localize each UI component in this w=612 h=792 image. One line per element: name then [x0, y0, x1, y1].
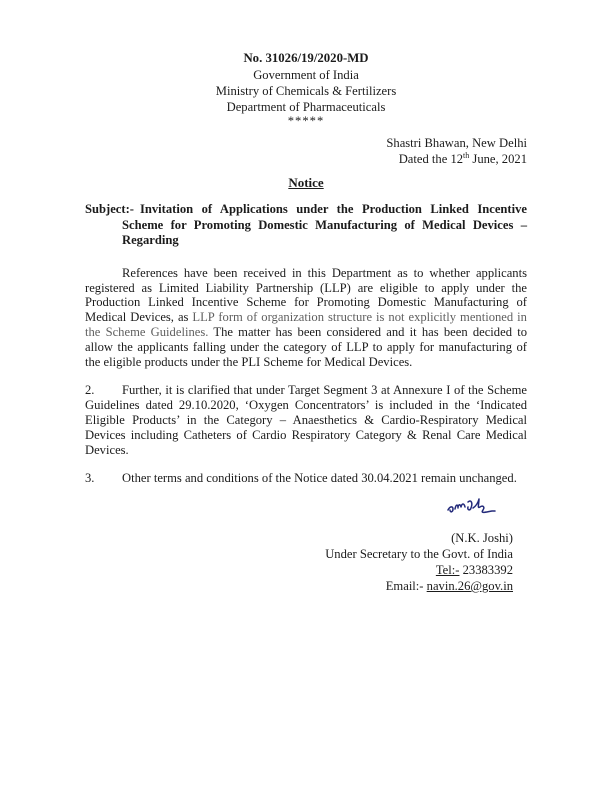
tel-line [85, 562, 513, 578]
tel-number: 23383392 [459, 563, 513, 578]
ministry-line: Ministry of Chemicals & Fertilizers [215, 84, 397, 98]
email-line [85, 578, 513, 594]
department-line: Department of Pharmaceuticals [226, 100, 386, 114]
paragraph-1-gray-insert: LLP form of organization structure is not explicitly mentioned in the Scheme Guidelines. [85, 310, 527, 339]
tel-label: Tel:- [435, 563, 460, 578]
signature-row [85, 495, 527, 521]
place-line: Shastri Bhawan, New Delhi [386, 136, 527, 150]
paragraph-3 [85, 471, 527, 486]
date-line [85, 151, 527, 167]
paragraph-3-number: 3. [85, 471, 95, 486]
government-line: Government of India [253, 68, 359, 82]
notice-heading: Notice [288, 175, 324, 190]
email-address-link[interactable]: navin.26@gov.in [426, 579, 513, 594]
subject-block [85, 202, 527, 249]
paragraph-2-number: 2. [85, 383, 95, 398]
email-label: Email:- [385, 579, 427, 594]
subject-label: Subject:- [85, 202, 134, 216]
paragraph-2-text: Further, it is clarified that under Target Segment 3 at Annexure I of the Scheme Guidelines dated 29.10.2020, ‘Oxygen Concentrators’ is included in the ‘Indicated Eligible Products’ in the Category – Anaesthetics & Cardio-Respiratory Medical Devices including Catheters of Cardio Respiratory Category & Renal Care Medical Devices. [85, 383, 527, 457]
paragraph-2 [85, 383, 527, 457]
paragraph-3-text: Other terms and conditions of the Notice dated 30.04.2021 remain unchanged. [122, 471, 517, 486]
signature-ink-image [445, 495, 499, 519]
paragraph-1-text-b: The matter has been considered and it has been decided to allow the applicants falling under the category of LLP to apply for manufacturing of the eligible products under the PLI Scheme for Medical Devices. [85, 324, 527, 369]
paragraph-1 [85, 266, 527, 370]
star-separator: ***** [287, 114, 325, 128]
paragraph-1-text-a: References have been received in this Department as to whether applicants registered as Limited Liability Partnership (LLP) are eligible to apply under the Production Linked Incentive Scheme for Promoting Domestic Manufacturing of Medical Devices, as [85, 265, 527, 325]
signatory-name: (N.K. Joshi) [451, 531, 513, 546]
letterhead [85, 50, 527, 128]
date-rest: June, 2021 [469, 152, 527, 166]
signatory-designation: Under Secretary to the Govt. of India [325, 547, 513, 562]
date-ordinal-superscript: th [463, 150, 470, 160]
signoff-block [85, 530, 527, 594]
subject-text: Invitation of Applications under the Production Linked Incentive Scheme for Promoting Domestic Manufacturing of Medical Devices – Regarding [122, 202, 527, 248]
reference-number: No. 31026/19/2020-MD [243, 51, 369, 65]
place-date-block [85, 135, 527, 167]
date-prefix: Dated the 12 [398, 152, 464, 166]
